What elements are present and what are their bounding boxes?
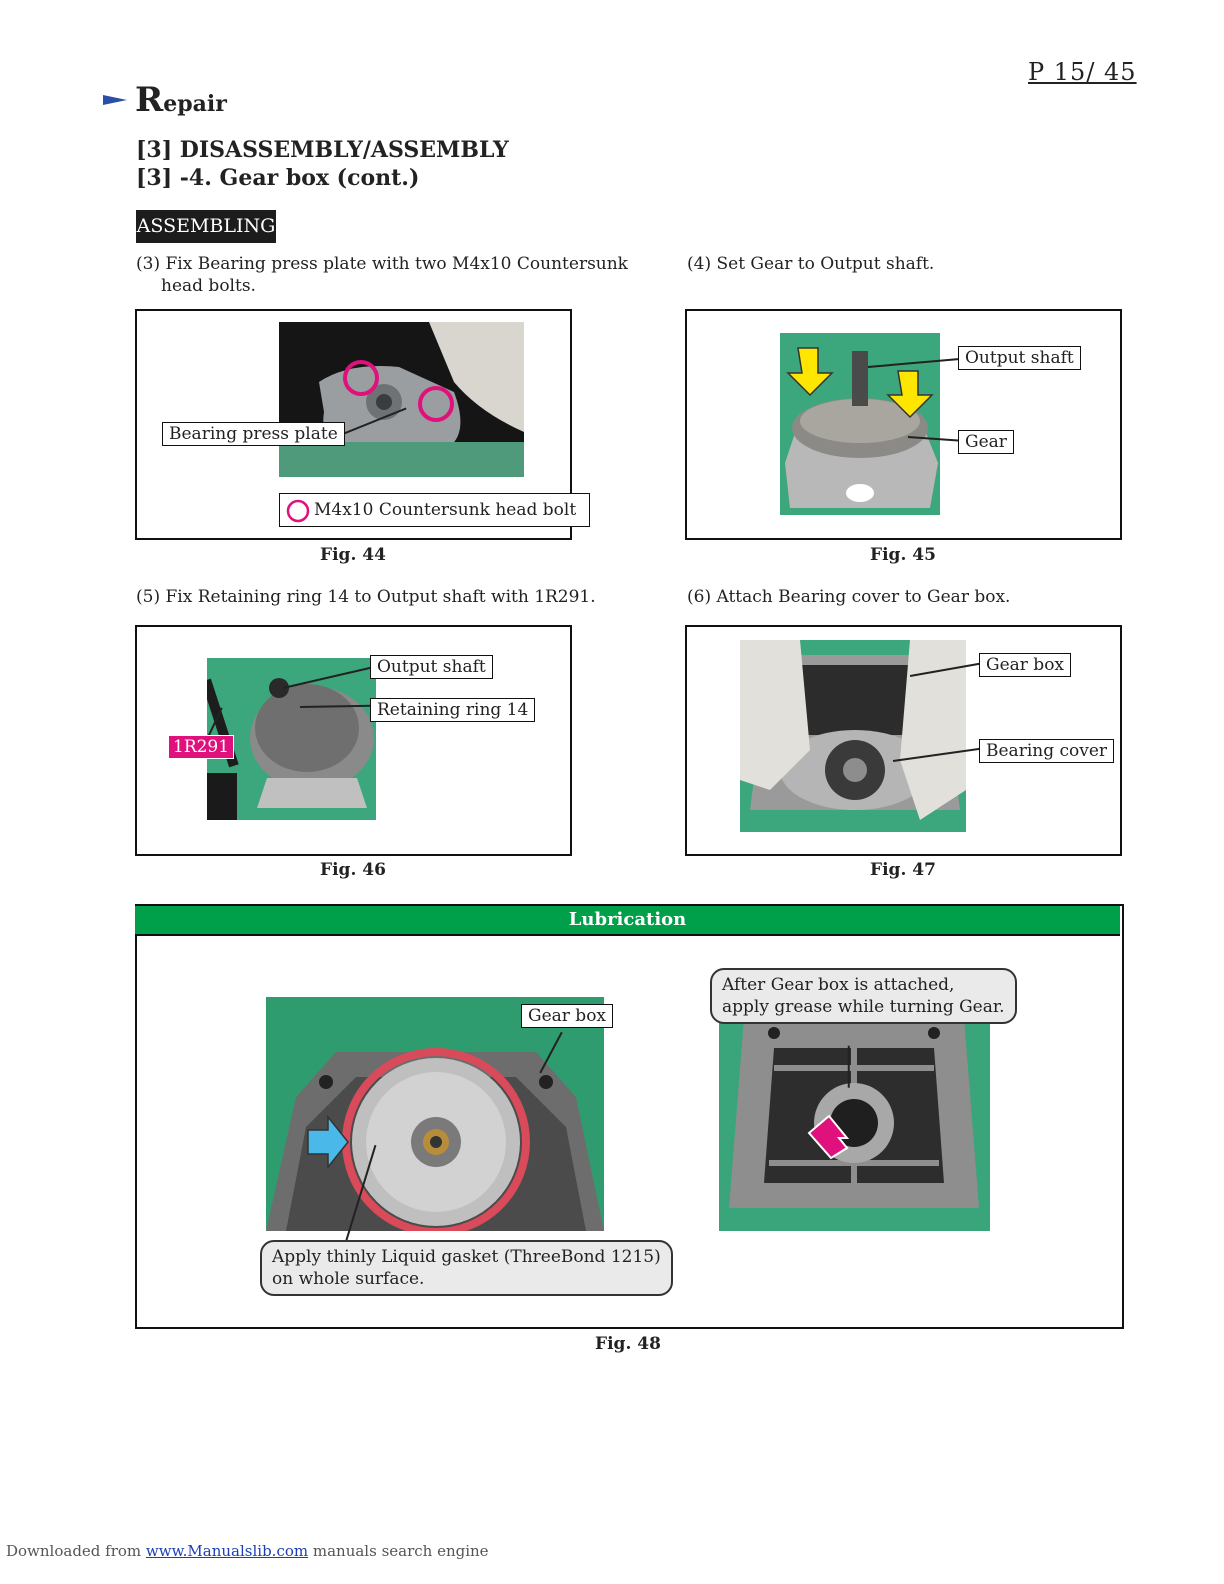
heading-gear-box: [3] -4. Gear box (cont.) xyxy=(136,165,420,191)
section-title-rest: epair xyxy=(163,91,227,117)
label-bearing-press-plate: Bearing press plate xyxy=(162,422,345,446)
figure-44-caption: Fig. 44 xyxy=(320,545,386,565)
footer-link[interactable]: www.Manualslib.com xyxy=(145,1542,309,1560)
figure-44-photo xyxy=(279,322,524,477)
figure-48-caption: Fig. 48 xyxy=(595,1334,661,1354)
footer xyxy=(6,1542,489,1560)
label-output-shaft: Output shaft xyxy=(370,655,493,679)
callout-grease xyxy=(710,968,1017,1024)
figure-45-photo xyxy=(780,333,940,515)
lubrication-left-photo xyxy=(266,997,604,1231)
tag-1r291-tool: 1R291 xyxy=(168,735,234,759)
callout-grease-line2: apply grease while turning Gear. xyxy=(722,997,1005,1017)
leader-line xyxy=(848,1046,850,1088)
figure-46-caption: Fig. 46 xyxy=(320,860,386,880)
step-3-line2: head bolts. xyxy=(161,276,256,296)
label-bearing-cover: Bearing cover xyxy=(979,739,1114,763)
section-arrow-icon xyxy=(103,95,127,105)
lubrication-right-photo xyxy=(719,998,990,1231)
figure-47-photo xyxy=(740,640,966,832)
section-title xyxy=(135,80,227,120)
assembling-badge: ASSEMBLING xyxy=(136,210,276,243)
label-gear: Gear xyxy=(958,430,1014,454)
footer-suffix: manuals search engine xyxy=(308,1542,489,1560)
lubrication-header: Lubrication xyxy=(135,906,1120,936)
page-number: P 15/ 45 xyxy=(1028,58,1137,86)
label-output-shaft: Output shaft xyxy=(958,346,1081,370)
legend-m4x10-text: M4x10 Countersunk head bolt xyxy=(314,500,577,520)
label-gear-box-lube: Gear box xyxy=(521,1004,613,1028)
heading-disassembly: [3] DISASSEMBLY/ASSEMBLY xyxy=(136,137,509,163)
label-retaining-ring-14: Retaining ring 14 xyxy=(370,698,535,722)
callout-grease-line1: After Gear box is attached, xyxy=(722,975,955,995)
figure-45-caption: Fig. 45 xyxy=(870,545,936,565)
callout-liquid-gasket xyxy=(260,1240,673,1296)
step-6: (6) Attach Bearing cover to Gear box. xyxy=(687,587,1011,607)
section-title-initial: R xyxy=(135,80,164,120)
step-3-line1: (3) Fix Bearing press plate with two M4x10 Countersunk xyxy=(136,254,628,274)
step-4: (4) Set Gear to Output shaft. xyxy=(687,254,935,274)
callout-gasket-line2: on whole surface. xyxy=(272,1269,425,1289)
callout-gasket-line1: Apply thinly Liquid gasket (ThreeBond 1215) xyxy=(272,1247,661,1267)
step-5: (5) Fix Retaining ring 14 to Output shaft with 1R291. xyxy=(136,587,596,607)
magenta-circle-icon xyxy=(286,499,310,523)
label-gear-box: Gear box xyxy=(979,653,1071,677)
figure-47-caption: Fig. 47 xyxy=(870,860,936,880)
footer-prefix: Downloaded from xyxy=(6,1542,146,1560)
legend-m4x10-bolt xyxy=(279,493,590,527)
